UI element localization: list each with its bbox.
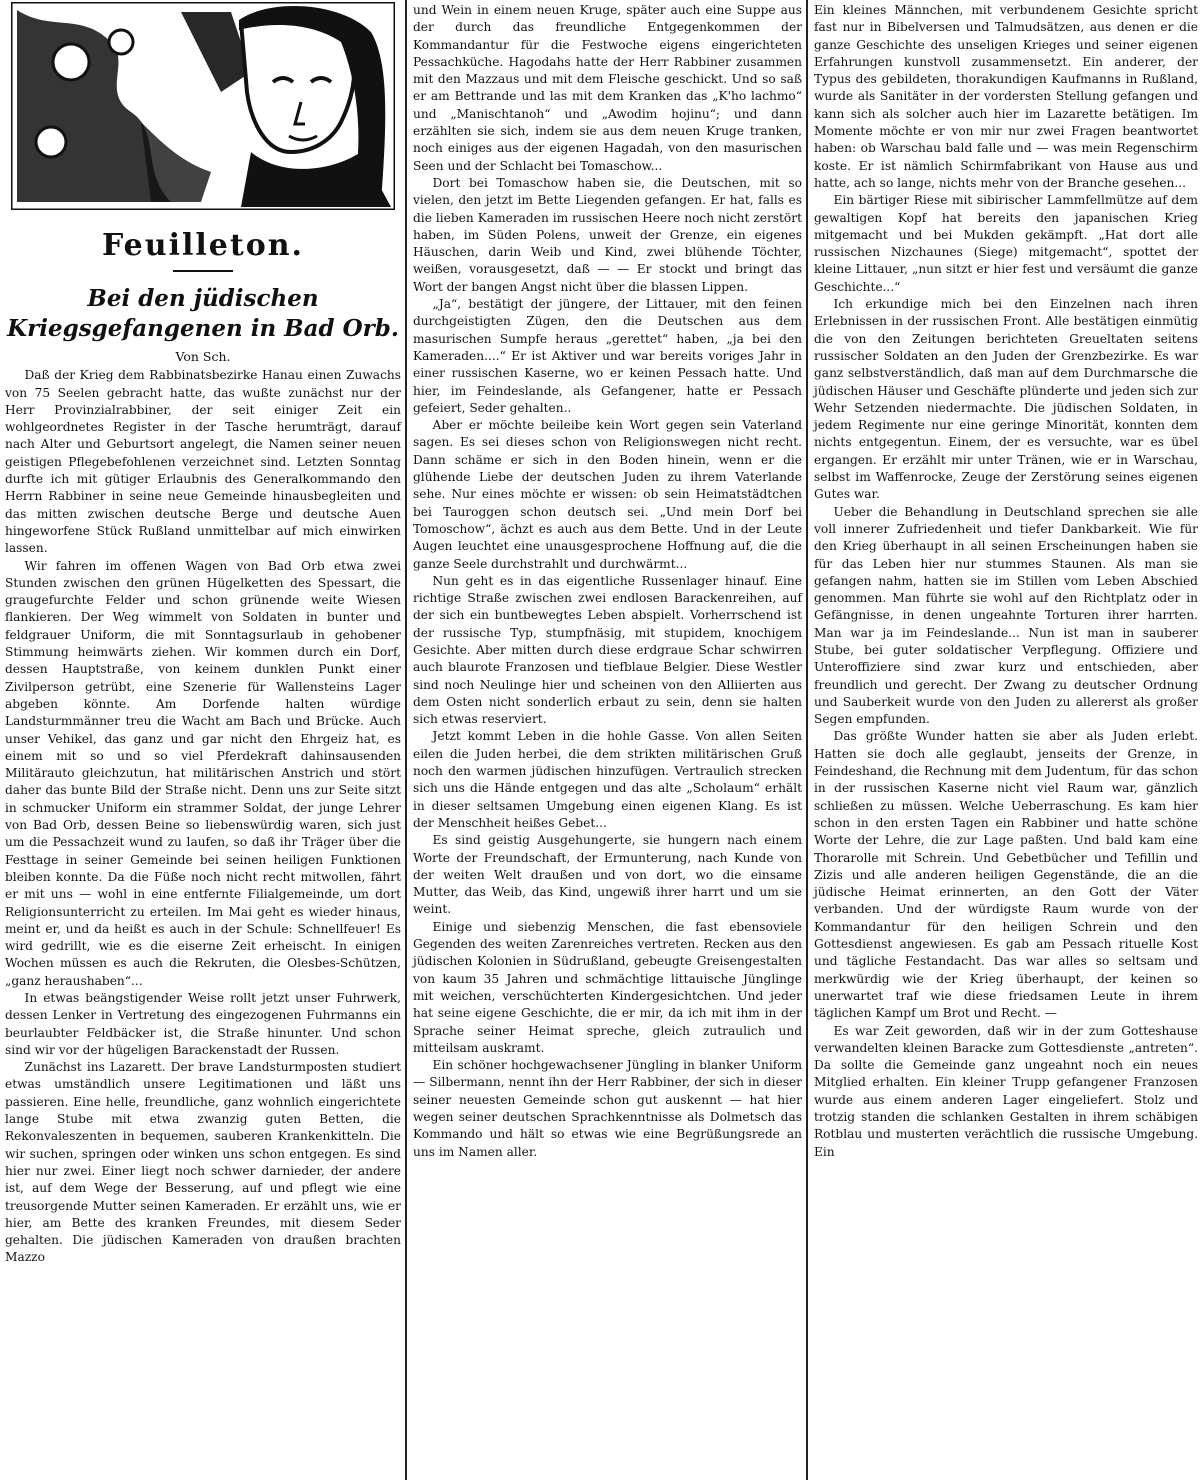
paragraph: Das größte Wunder hatten sie aber als Juden erlebt. Hatten sie doch alle geglaubt, jenseits der Grenze, in Feindeshand, die Rechnung mit dem Judentum, für das schon in der russischen Kaserne nicht viel Raum war, gänzlich schließen zu müssen. Welche Ueberraschung. Es kam hier schon in den ersten Tagen ein Rabbiner und hatte schöne Worte der Lehre, die zur Lage paßten. Und bald kam eine Thorarolle mit Schrein. Und Gebetbücher und Tefillin und Zizis und alle anderen heiligen Gegenstände, die an die jüdische Heimat erinnerten, an den Gott der Väter verbanden. Und der würdigste Raum wurde von der Kommandantur für den heiligen Schrein und den Gottesdienst angewiesen. Es gab am Pessach rituelle Kost und tägliche Festandacht. Das war alles so seltsam und merkwürdig wie der Krieg überhaupt, der keinen so unerwartet traf wie diese friedsamen Leute in ihrem täglichen Kampf um Brot und Recht. — xyxy=(814,729,1198,1021)
paragraph: Ein bärtiger Riese mit sibirischer Lammfellmütze auf dem gewaltigen Kopf hat bereits den japanischen Krieg mitgemacht und bei Mukden gekämpft. „Hat dort alle russischen Nizchaunes (Siege) mitgemacht“, spottet der kleine Littauer, „nun sitzt er hier fest und versäumt die ganze Geschichte...“ xyxy=(814,193,1198,294)
paragraph: und Wein in einem neuen Kruge, später auch eine Suppe aus der durch das freundliche Entgegenkommen der Kommandantur für die Festwoche eigens eingerichteten Pessachküche. Hagodahs hatte der Herr Rabbiner zusammen mit den Mazzaus und mit dem Fleische geschickt. Und so saß er am Bettrande und las mit dem Kranken das „K'ho lachmo“ und „Manischtanoh“ und „Awodim hojinu“; und dann erzählten sie sich, indem sie aus dem neuen Kruge tranken, noch einiges aus der eigenen Hagadah, von den masurischen Seen und der Schlacht bei Tomaschow... xyxy=(413,3,802,173)
paragraph: Aber er möchte beileibe kein Wort gegen sein Vaterland sagen. Es sei dieses schon von Religionswegen nicht recht. Dann schäme er sich in den Boden hinein, wenn er die glühende Liebe der deutschen Juden zu ihrem Vaterlande sehe. Nur eines möchte er wissen: ob sein Heimatstädtchen bei Tauroggen schon deutsch sei. „Und mein Dorf bei Tomoschow“, ächzt es auch aus dem Bette. Und in der Leute Augen leuchtet eine unausgesprochene Hoffnung auf, die die ganze Seele durchstrahlt und durchwärmt... xyxy=(413,418,802,571)
column-rule xyxy=(806,0,808,1480)
column-3 xyxy=(809,0,1201,1478)
paragraph: Es sind geistig Ausgehungerte, sie hungern nach einem Worte der Freundschaft, der Ermunterung, nach Kunde von der weiten Welt draußen und von dort, wo die einsame Mutter, das Weib, das Kind, ungewiß ihrer harrt und um sie weint. xyxy=(413,833,802,917)
paragraph: „Ja“, bestätigt der jüngere, der Littauer, mit den feinen durchgeistigten Zügen, den die Deutschen aus dem masurischen Sumpfe heraus „gerettet“ haben, „ja bei den Kameraden....“ Er ist Aktiver und war bereits voriges Jahr in einer russischen Kaserne, wo er keinen Pessach hatte. Und hier, im Feindeslande, als Gefangener, hatte er Pessach gefeiert, Seder gehalten.. xyxy=(413,297,802,415)
section-title: Feuilleton. xyxy=(102,228,304,263)
paragraph: Ich erkundige mich bei den Einzelnen nach ihren Erlebnissen in der russischen Front. Alle bestätigen einmütig die von den Zeitungen berichteten Greueltaten seitens russischer Soldaten an den Juden der Grenzbezirke. Es war ganz selbstverständlich, daß man auf dem Durchmarsche die jüdischen Häuser und Geschäfte plünderte und jeden sich zur Wehr Setzenden niedermachte. Die jüdischen Soldaten, in jedem Regimente nur eine geringe Minorität, konnten dem nichts entgegentun. Einem, der es versuchte, war es übel ergangen. Er erzählt mir unter Tränen, wie er in Warschau, selbst im Waffenrocke, Zeuge der Zerstörung seines eigenen Gutes war. xyxy=(814,297,1198,502)
paragraph: Zunächst ins Lazarett. Der brave Landsturmposten studiert etwas umständlich unsere Legitimationen und läßt uns passieren. Eine helle, freundliche, ganz wohnlich eingerichtete lange Stube mit etwa zwanzig guten Betten, die Rekonvaleszenten in bequemen, sauberen Krankenkitteln. Die wir suchen, springen oder winken uns schon entgegen. Es sind hier nur zwei. Einer liegt noch schwer darnieder, der andere ist, auf dem Wege der Besserung, auf und pflegt wie eine treusorgende Mutter seinen Kameraden. Er erzählt uns, wie er hier, am Bette des kranken Freundes, mit diesem Seder gehalten. Die jüdischen Kameraden von draußen brachten Mazzo xyxy=(5,1060,401,1265)
paragraph: Daß der Krieg dem Rabbinatsbezirke Hanau einen Zuwachs von 75 Seelen gebracht hatte, das wußte zunächst nur der Herr Provinzialrabbiner, der seit einiger Zeit ein wohlgeordnetes Register in der Tasche herumträgt, darauf nach Alter und Geburtsort angelegt, die Namen seiner neuen geistigen Pflegebefohlenen verzeichnet sind. Letzten Sonntag durfte ich mit gütiger Erlaubnis des Generalkommando den Herrn Rabbiner in seine neue Gemeinde hinausbegleiten und das mitten zwischen deutsche Berge und deutsche Auen hingeworfene Stück Rußland unmittelbar auf mich einwirken lassen. xyxy=(5,368,401,556)
column-rule xyxy=(405,0,407,1480)
paragraph: Nun geht es in das eigentliche Russenlager hinauf. Eine richtige Straße zwischen zwei endlosen Barackenreihen, auf der sich ein buntbewegtes Leben abspielt. Vorherrschend ist der russische Typ, stumpfnäsig, mit stupidem, knochigem Gesichte. Aber mitten durch diese erdgraue Schar schwirren auch blaurote Franzosen und tiefblaue Belgier. Diese Westler sind noch Neulinge hier und scheinen von den Alliierten aus dem Osten nicht sonderlich erbaut zu sein, denn sie halten sich etwas reserviert. xyxy=(413,573,802,727)
column-2 xyxy=(408,0,805,1478)
feuilleton-header-illustration xyxy=(11,2,395,210)
paragraph: Es war Zeit geworden, daß wir in der zum Gotteshause verwandelten kleinen Baracke zum Gottesdienste „antreten“. Da sollte die Gemeinde ganz ungeahnt noch ein neues Mitglied erhalten. Ein kleiner Trupp gefangener Franzosen wurde aus einem anderen Lager eingeliefert. Stolz und trotzig standen die schlanken Gestalten in ihrem schäbigen Rotblau und musterten verächtlich die russische Umgebung. Ein xyxy=(814,1023,1198,1159)
paragraph: Wir fahren im offenen Wagen von Bad Orb etwa zwei Stunden zwischen den grünen Hügelketten des Spessart, die graugefurchte Felder und schon grünende weite Wiesen flankieren. Der Weg wimmelt von Soldaten in bunter und feldgrauer Uniform, die mit Sonntagsurlaub in gehobener Stimmung heimwärts ziehen. Wir kommen durch ein Dorf, dessen Hauptstraße, von keinem dunklen Punkt einer Zivilperson getrübt, eine Szenerie für Wallensteins Lager abgeben könnte. Am Dorfende halten würdige Landsturmmänner treu die Wacht am Bach und Brücke. Auch unser Vehikel, das ganz und gar nicht den Ehrgeiz hat, es einem mit so und so viel Pferdekraft dahinsausenden Militärauto gleichzutun, hat militärischen Anstrich und stört daher das bunte Bild der Straße nicht. Denn uns zur Seite sitzt in schmucker Uniform ein strammer Soldat, der junge Lehrer von Bad Orb, dessen Beine so liebenswürdig waren, sich just um die Pessachzeit wund zu laufen, so daß ihr Träger über die Festtage in seiner Gemeinde bei seinen heiligen Funktionen bleiben konnte. Da die Füße noch nicht recht mitwollen, fährt er mit uns — wohl in eine entfernte Filialgemeinde, um dort Religionsunterricht zu erteilen. Im Mai geht es wieder hinaus, meint er, und da heißt es auch in der Schule: Schnellfeuer! Es wird gedrillt, wie es die eiserne Zeit erheischt. In einigen Wochen müssen es auch die Rekruten, die Olesbes-Schützen, „ganz heraushaben“... xyxy=(5,558,401,988)
article-byline: Von Sch. xyxy=(175,349,231,364)
paragraph: Jetzt kommt Leben in die hohle Gasse. Von allen Seiten eilen die Juden herbei, die dem strikten militärischen Gruß noch den warmen jüdischen hinzufügen. Vertraulich strecken sich uns die Hände entgegen und das alte „Scholaum“ erhält in dieser seltsamen Umgebung einen eigenen Klang. Es ist der Menschheit heißes Gebet... xyxy=(413,729,802,830)
paragraph: In etwas beängstigender Weise rollt jetzt unser Fuhrwerk, dessen Lenker in Vertretung des eingezogenen Fuhrmanns ein beurlaubter Feldbäcker ist, die Straße hinunter. Und schon sind wir vor der hügeligen Barackenstadt der Russen. xyxy=(5,990,401,1057)
paragraph: Ueber die Behandlung in Deutschland sprechen sie alle voll innerer Zufriedenheit und tiefer Dankbarkeit. Wie für den Krieg überhaupt in all seinen Erscheinungen haben sie für das Leben hier nur stummes Staunen. Als man sie gefangen nahm, hatten sie im Stillen vom Leben Abschied genommen. Man führte sie wohl auf den Richtplatz oder in Gefängnisse, in denen ungeahnte Torturen ihrer harrten. Man war ja im Feindeslande... Nun ist man in sauberer Stube, bei guter soldatischer Verpflegung. Offiziere und Unteroffiziere sind zwar kurz und entschieden, aber freundlich und gerecht. Der Zwang zu deutscher Ordnung und Sauberkeit wurde von den Juden zu allererst als großer Segen empfunden. xyxy=(814,504,1198,727)
column-1 xyxy=(0,0,404,1478)
paragraph: Einige und siebenzig Menschen, die fast ebensoviele Gegenden des weiten Zarenreiches vertreten. Recken aus den jüdischen Kolonien in Südrußland, gebeugte Greisengestalten von kaum 35 Jahren und schmächtige littauische Jünglinge mit weichen, verschüchterten Kindergesichtchen. Und jeder hat seine eigene Geschichte, die er mir, da ich mit ihm in der Sprache seiner Heimat spreche, gleich zutraulich und mitteilsam auskramt. xyxy=(413,919,802,1055)
paragraph: Ein kleines Männchen, mit verbundenem Gesichte spricht fast nur in Bibelversen und Talmudsätzen, aus denen er die ganze Geschichte des unseligen Krieges und seiner eigenen Erfahrungen kunstvoll zusammensetzt. Ein anderer, der Typus des gebildeten, thorakundigen Kaufmanns in Rußland, wurde als Sanitäter in der vordersten Stellung gefangen und kann sich als solcher auch hier im Lazarette betätigen. Im Momente möchte er von mir nur zwei Fragen beantwortet haben: ob Warschau bald falle und — was mein Regenschirm koste. Er ist nämlich Schirmfabrikant von Hause aus und hatte, ach so lange, nichts mehr von der Branche gesehen... xyxy=(814,3,1198,190)
title-divider xyxy=(173,270,233,272)
paragraph: Dort bei Tomaschow haben sie, die Deutschen, mit so vielen, den jetzt im Bette Liegenden gefangen. Er hat, falls es die lieben Kameraden im russischen Heere noch nicht zerstört haben, im Süden Polens, unweit der Grenze, ein eigenes Häuschen, darin Weib und Kind, zwei blühende Töchter, weißen, vorausgesetzt, daß — — Er stockt und bringt das Wort der bangen Angst nicht über die blassen Lippen. xyxy=(413,175,802,294)
article-title: Bei den jüdischen Kriegsgefangenen in Bad Orb. xyxy=(7,285,399,342)
paragraph: Ein schöner hochgewachsener Jüngling in blanker Uniform — Silbermann, nennt ihn der Herr Rabbiner, der sich in dieser seiner neuesten Gemeinde schon gut auskennt — hat hier wegen seiner deutschen Sprachkenntnisse als Dolmetsch das Kommando und hält so etwas wie eine Begrüßungsrede an uns im Namen aller. xyxy=(413,1058,802,1159)
